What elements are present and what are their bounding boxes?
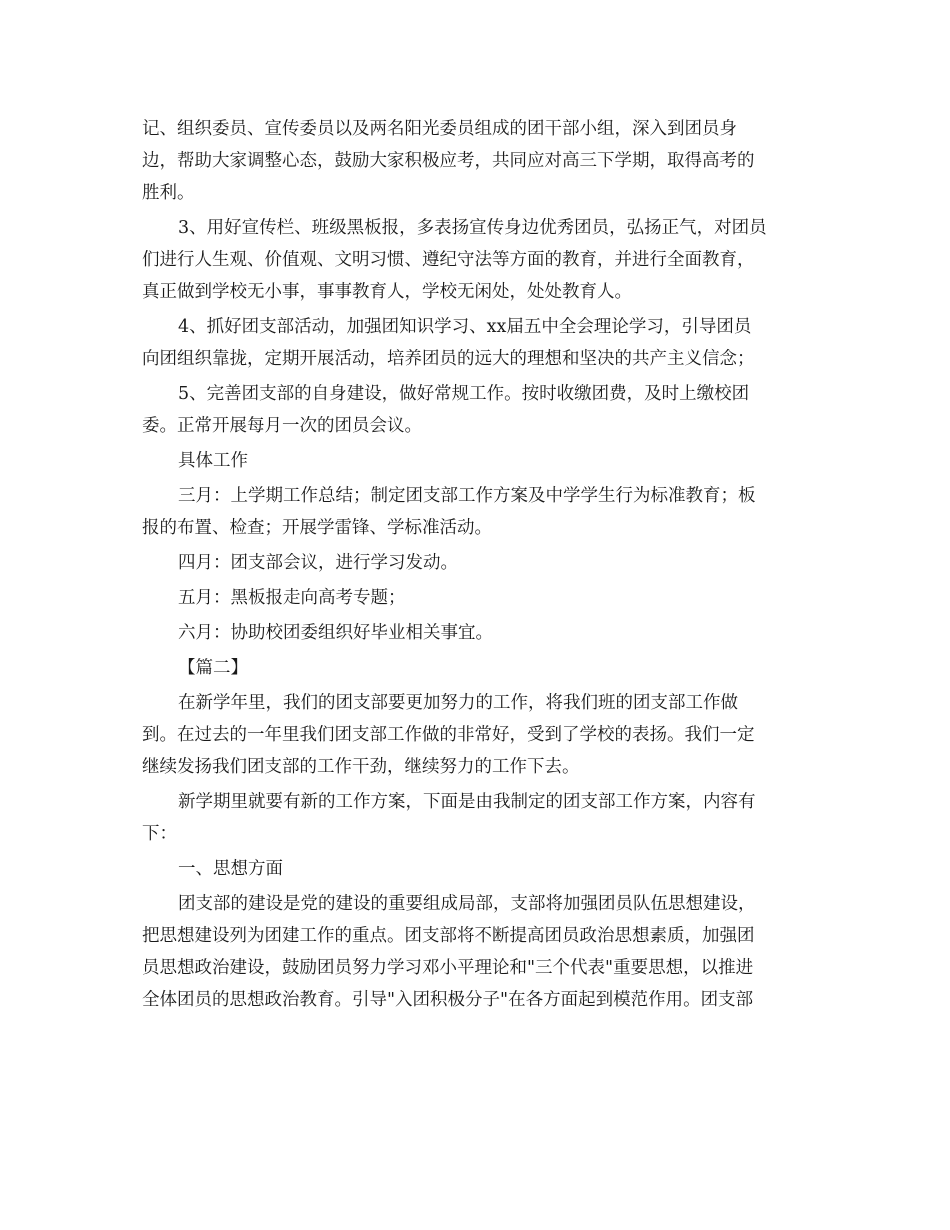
text-line: 向团组织靠拢，定期开展活动，培养团员的远大的理想和坚决的共产主义信念； — [142, 349, 755, 369]
text-line: 3、用好宣传栏、班级黑板报，多表扬宣传身边优秀团员，弘扬正气，对团员 — [178, 218, 767, 238]
text-line: 把思想建设列为团建工作的重点。团支部将不断提高团员政治思想素质，加强团 — [142, 926, 755, 946]
text-line: 五月：黑板报走向高考专题； — [178, 588, 406, 608]
text-line: 真正做到学校无小事，事事教育人，学校无闲处，处处教育人。 — [142, 282, 632, 302]
text-line: 全体团员的思想政治教育。引导"入团积极分子"在各方面起到模范作用。团支部 — [142, 990, 754, 1010]
text-line: 三月：上学期工作总结；制定团支部工作方案及中学学生行为标准教育；板 — [178, 486, 756, 506]
text-line: 一、思想方面 — [178, 859, 283, 879]
text-line: 胜利。 — [142, 183, 195, 203]
text-line: 边，帮助大家调整心态，鼓励大家积极应考，共同应对高三下学期，取得高考的 — [142, 151, 755, 171]
text-line: 委。正常开展每月一次的团员会议。 — [142, 416, 422, 436]
text-line: 【篇二】 — [178, 658, 248, 678]
text-line: 在新学年里，我们的团支部要更加努力的工作，将我们班的团支部工作做 — [178, 693, 738, 713]
text-line: 5、完善团支部的自身建设，做好常规工作。按时收缴团费，及时上缴校团 — [178, 384, 750, 404]
text-line: 具体工作 — [178, 451, 248, 471]
text-line: 团支部的建设是党的建设的重要组成局部，支部将加强团员队伍思想建设， — [178, 894, 756, 914]
text-line: 下： — [142, 824, 177, 844]
document-body — [142, 113, 807, 1016]
text-line: 继续发扬我们团支部的工作干劲，继续努力的工作下去。 — [142, 757, 580, 777]
text-line: 六月：协助校团委组织好毕业相关事宜。 — [178, 623, 493, 643]
text-line: 4、抓好团支部活动，加强团知识学习、xx届五中全会理论学习，引导团员 — [178, 317, 752, 337]
text-line: 新学期里就要有新的工作方案，下面是由我制定的团支部工作方案，内容有 — [178, 792, 756, 812]
text-line: 记、组织委员、宣传委员以及两名阳光委员组成的团干部小组，深入到团员身 — [142, 119, 737, 139]
text-line: 们进行人生观、价值观、文明习惯、遵纪守法等方面的教育，并进行全面教育， — [142, 250, 755, 270]
text-line: 员思想政治建设，鼓励团员努力学习邓小平理论和"三个代表"重要思想，以推进 — [142, 958, 754, 978]
text-line: 四月：团支部会议，进行学习发动。 — [178, 553, 458, 573]
text-line: 到。在过去的一年里我们团支部工作做的非常好，受到了学校的表扬。我们一定 — [142, 725, 755, 745]
text-line: 报的布置、检查；开展学雷锋、学标准活动。 — [142, 518, 492, 538]
